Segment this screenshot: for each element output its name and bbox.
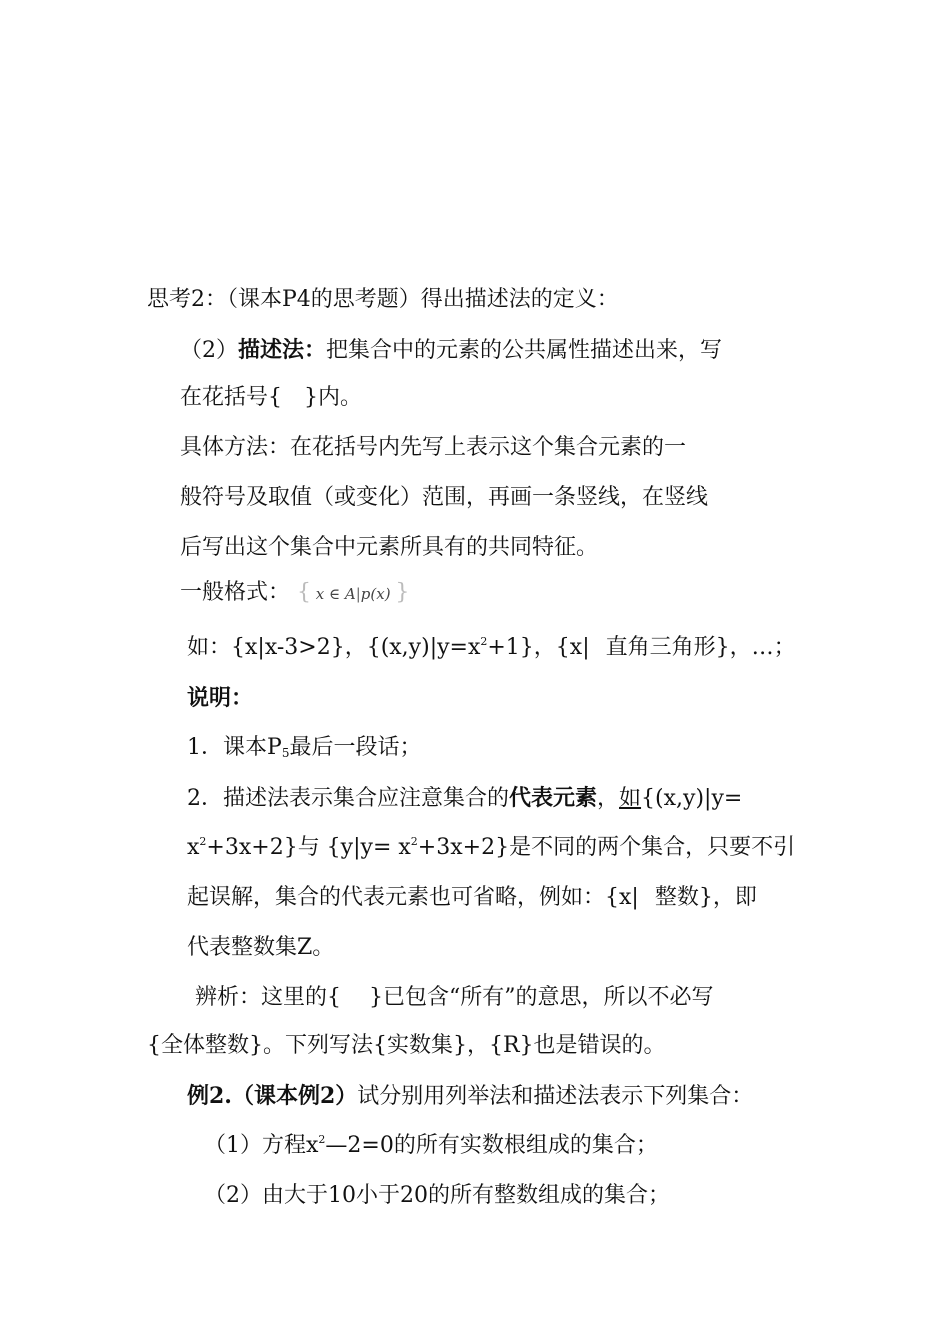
note-1-subscript: 5 (281, 746, 290, 760)
format-bar: | (355, 585, 361, 603)
definition-line-2 (180, 383, 362, 413)
examples-line (187, 633, 796, 663)
note-1-part-b: 最后一段话； (289, 735, 422, 760)
question-1 (204, 1131, 658, 1161)
note-2-part-b: {(x,y)|y= (641, 786, 743, 811)
format-label: 一般格式： (180, 580, 291, 605)
note-2-l2a: x (187, 835, 200, 860)
def-term: 描述法： (238, 337, 327, 363)
format-expr-left: x ∈ A (315, 585, 356, 603)
note-2-bold: 代表元素 (509, 785, 598, 811)
method-line-2: 般符号及取值（或变化）范围，再画一条竖线，在竖线 (180, 485, 709, 510)
format-formula (297, 580, 410, 605)
note-2-line-4: 代表整数集Z。 (187, 935, 335, 960)
examples-part-b: +1}，{x| (487, 635, 590, 660)
definition-line-1 (180, 335, 722, 366)
def-number: （2） (180, 338, 238, 363)
def-text-2a: 在花括号{ (180, 385, 282, 410)
question-1-part-b: —2=0的所有实数根组成的集合； (325, 1133, 658, 1158)
note-title: 说明： (187, 685, 254, 711)
note-2-line-1 (187, 783, 742, 814)
note-2-l2b: +3x+2}与 {y|y= x (206, 835, 411, 860)
example-2-heading (187, 1081, 753, 1112)
analysis-line-1 (195, 983, 714, 1013)
note-2-l3b: 整数}，即 (654, 885, 757, 910)
note-2-l2-exponent: 2 (199, 835, 207, 848)
question-1-exponent: 2 (318, 1133, 326, 1146)
note-2-part-a: 2．描述法表示集合应注意集合的 (187, 786, 509, 811)
example-2-text: 试分别用列举法和描述法表示下列集合： (357, 1084, 754, 1109)
analysis-line-2: {全体整数}。下列写法{实数集}，{R}也是错误的。 (147, 1033, 666, 1058)
examples-exponent: 2 (480, 635, 488, 648)
analysis-part-b: }已包含“所有”的意思，所以不必写 (369, 985, 714, 1010)
def-text-1: 把集合中的元素的公共属性描述出来，写 (326, 338, 723, 363)
note-2-comma: ， (597, 786, 620, 811)
examples-part-a: 如：{x|x-3>2}，{(x,y)|y=x (187, 635, 481, 660)
question-1-part-a: （1）方程x (204, 1133, 319, 1158)
example-2-label: 例2.（课本例2） (187, 1083, 358, 1109)
examples-part-c: 直角三角形}，…； (605, 635, 796, 660)
note-2-l3a: 起误解，集合的代表元素也可省略，例如：{x| (187, 885, 639, 910)
note-1-part-a: 1．课本P (187, 735, 282, 760)
note-2-underlined: 如 (619, 786, 642, 811)
general-format-line (180, 578, 409, 609)
note-2-l2-exponent-2: 2 (410, 835, 418, 848)
format-close-brace: } (395, 580, 410, 605)
analysis-part-a: 辨析：这里的{ (195, 985, 341, 1010)
note-2-line-2 (187, 833, 795, 863)
format-open-brace: { (297, 580, 312, 605)
note-2-l2c: +3x+2}是不同的两个集合，只要不引 (417, 835, 796, 860)
def-text-2b: }内。 (304, 385, 362, 410)
format-expr-right: p(x) (360, 585, 391, 603)
method-line-3: 后写出这个集合中元素所具有的共同特征。 (180, 535, 599, 560)
think-2-line: 思考2：（课本P4的思考题）得出描述法的定义： (147, 287, 619, 312)
question-2: （2）由大于10小于20的所有整数组成的集合； (204, 1183, 670, 1208)
note-2-line-3 (187, 883, 757, 913)
method-line-1: 具体方法：在花括号内先写上表示这个集合元素的一 (180, 435, 687, 460)
note-1 (187, 733, 421, 763)
